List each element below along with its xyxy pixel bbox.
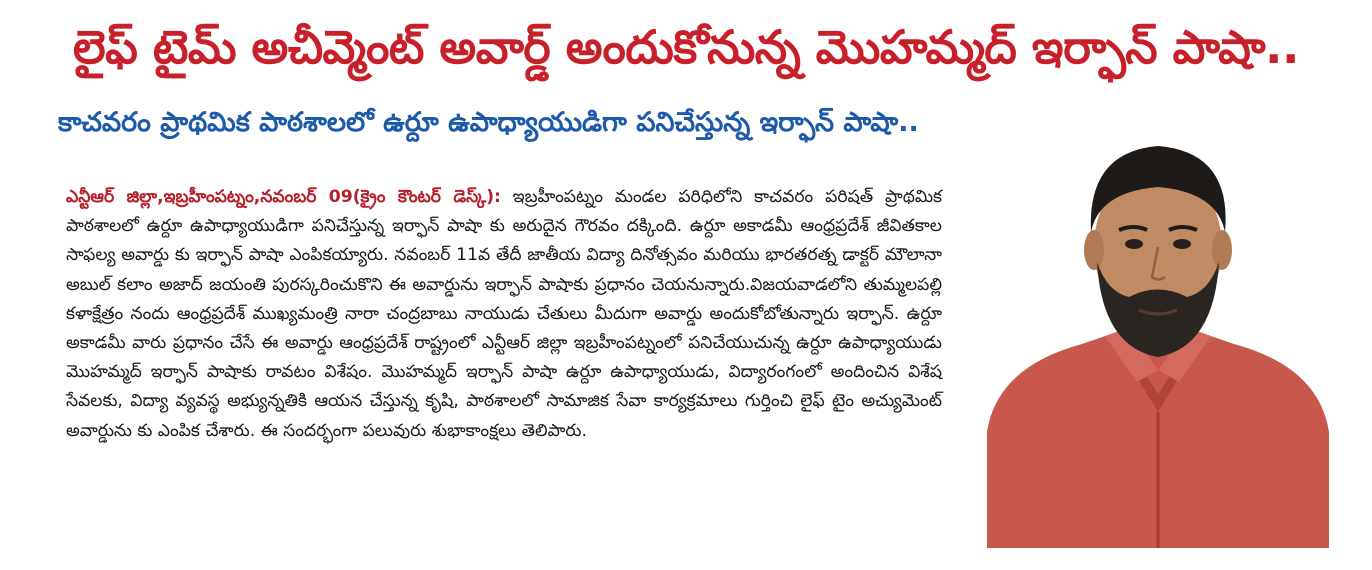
headline: లైఫ్ టైమ్ అచీవ్మెంట్ అవార్డ్ అందుకోనున్న మొహమ్మద్ ఇర్ఫాన్ పాషా..: [72, 20, 1299, 74]
article-body-text: ఇబ్రహీంపట్నం మండల పరిధిలోని కాచవరం పరిషత్ ప్రాథమిక పాఠశాలలో ఉర్దూ ఉపాధ్యాయుడిగా పనిచేస్తున్న ఇర్ఫాన్ పాషా కు అరుదైన గౌరవం దక్కింది. ఉర్దూ అకాడమీ ఆంధ్రప్రదేశ్ జీవితకాల సాఫల్య అవార్డు కు ఇర్ఫాన్ పాషా ఎంపికయ్యారు. నవంబర్ 11వ తేదీ జాతీయ విద్యా దినోత్సవం మరియు భారతరత్న డాక్టర్ మౌలానా అబుల్ కలాం అజాద్ జయంతి పురస్కరించుకొని ఈ అవార్డును ఇర్ఫాన్ పాషాకు ప్రధానం చెయనున్నారు.విజయవాడలోని తుమ్మలపల్లి కళాక్షేత్రం నందు ఆంధ్రప్రదేశ్ ముఖ్యమంత్రి నారా చంద్రబాబు నాయుడు చేతులు మీదుగా అవార్డు అందుకోబోతున్నారు ఇర్ఫాన్. ఉర్దూ అకాడమీ వారు ప్రధానం చేసే ఈ అవార్డు ఆంధ్రప్రదేశ్ రాష్ట్రంలో ఎన్టీఆర్ జిల్లా ఇబ్రహీంపట్నంలో పనిచేయుచున్న ఉర్దూ ఉపాధ్యాయుడు మొహమ్మద్ ఇర్ఫాన్ పాషాకు రావటం విశేషం. మొహమ్మద్ ఇర్ఫాన్ పాషా ఉర్దూ ఉపాధ్యాయుడు, విద్యారంగంలో అందించిన విశేష సేవలకు, విద్యా వ్యవస్థ అభ్యున్నతికి ఆయన చేస్తున్న కృషి, పాఠశాలలో సామాజిక సేవా కార్యక్రమాలు గుర్తించి లైఫ్ టైం అచ్యుమెంట్ అవార్డును కు ఎంపిక చేశారు. ఈ సందర్భంగా పలువురు శుభాకాంక్షలు తెలిపారు.: [66, 187, 942, 441]
person-portrait-icon: [987, 132, 1329, 548]
article-body: [66, 183, 942, 446]
person-photo: [987, 132, 1329, 548]
dateline: ఎన్టీఆర్ జిల్లా,ఇబ్రహీంపట్నం,నవంబర్ 09(క్రైం కౌంటర్ డెస్క్):: [66, 187, 501, 207]
subheadline: కాచవరం ప్రాథమిక పాఠశాలలో ఉర్దూ ఉపాధ్యాయుడిగా పనిచేస్తున్న ఇర్ఫాన్ పాషా..: [58, 107, 919, 138]
